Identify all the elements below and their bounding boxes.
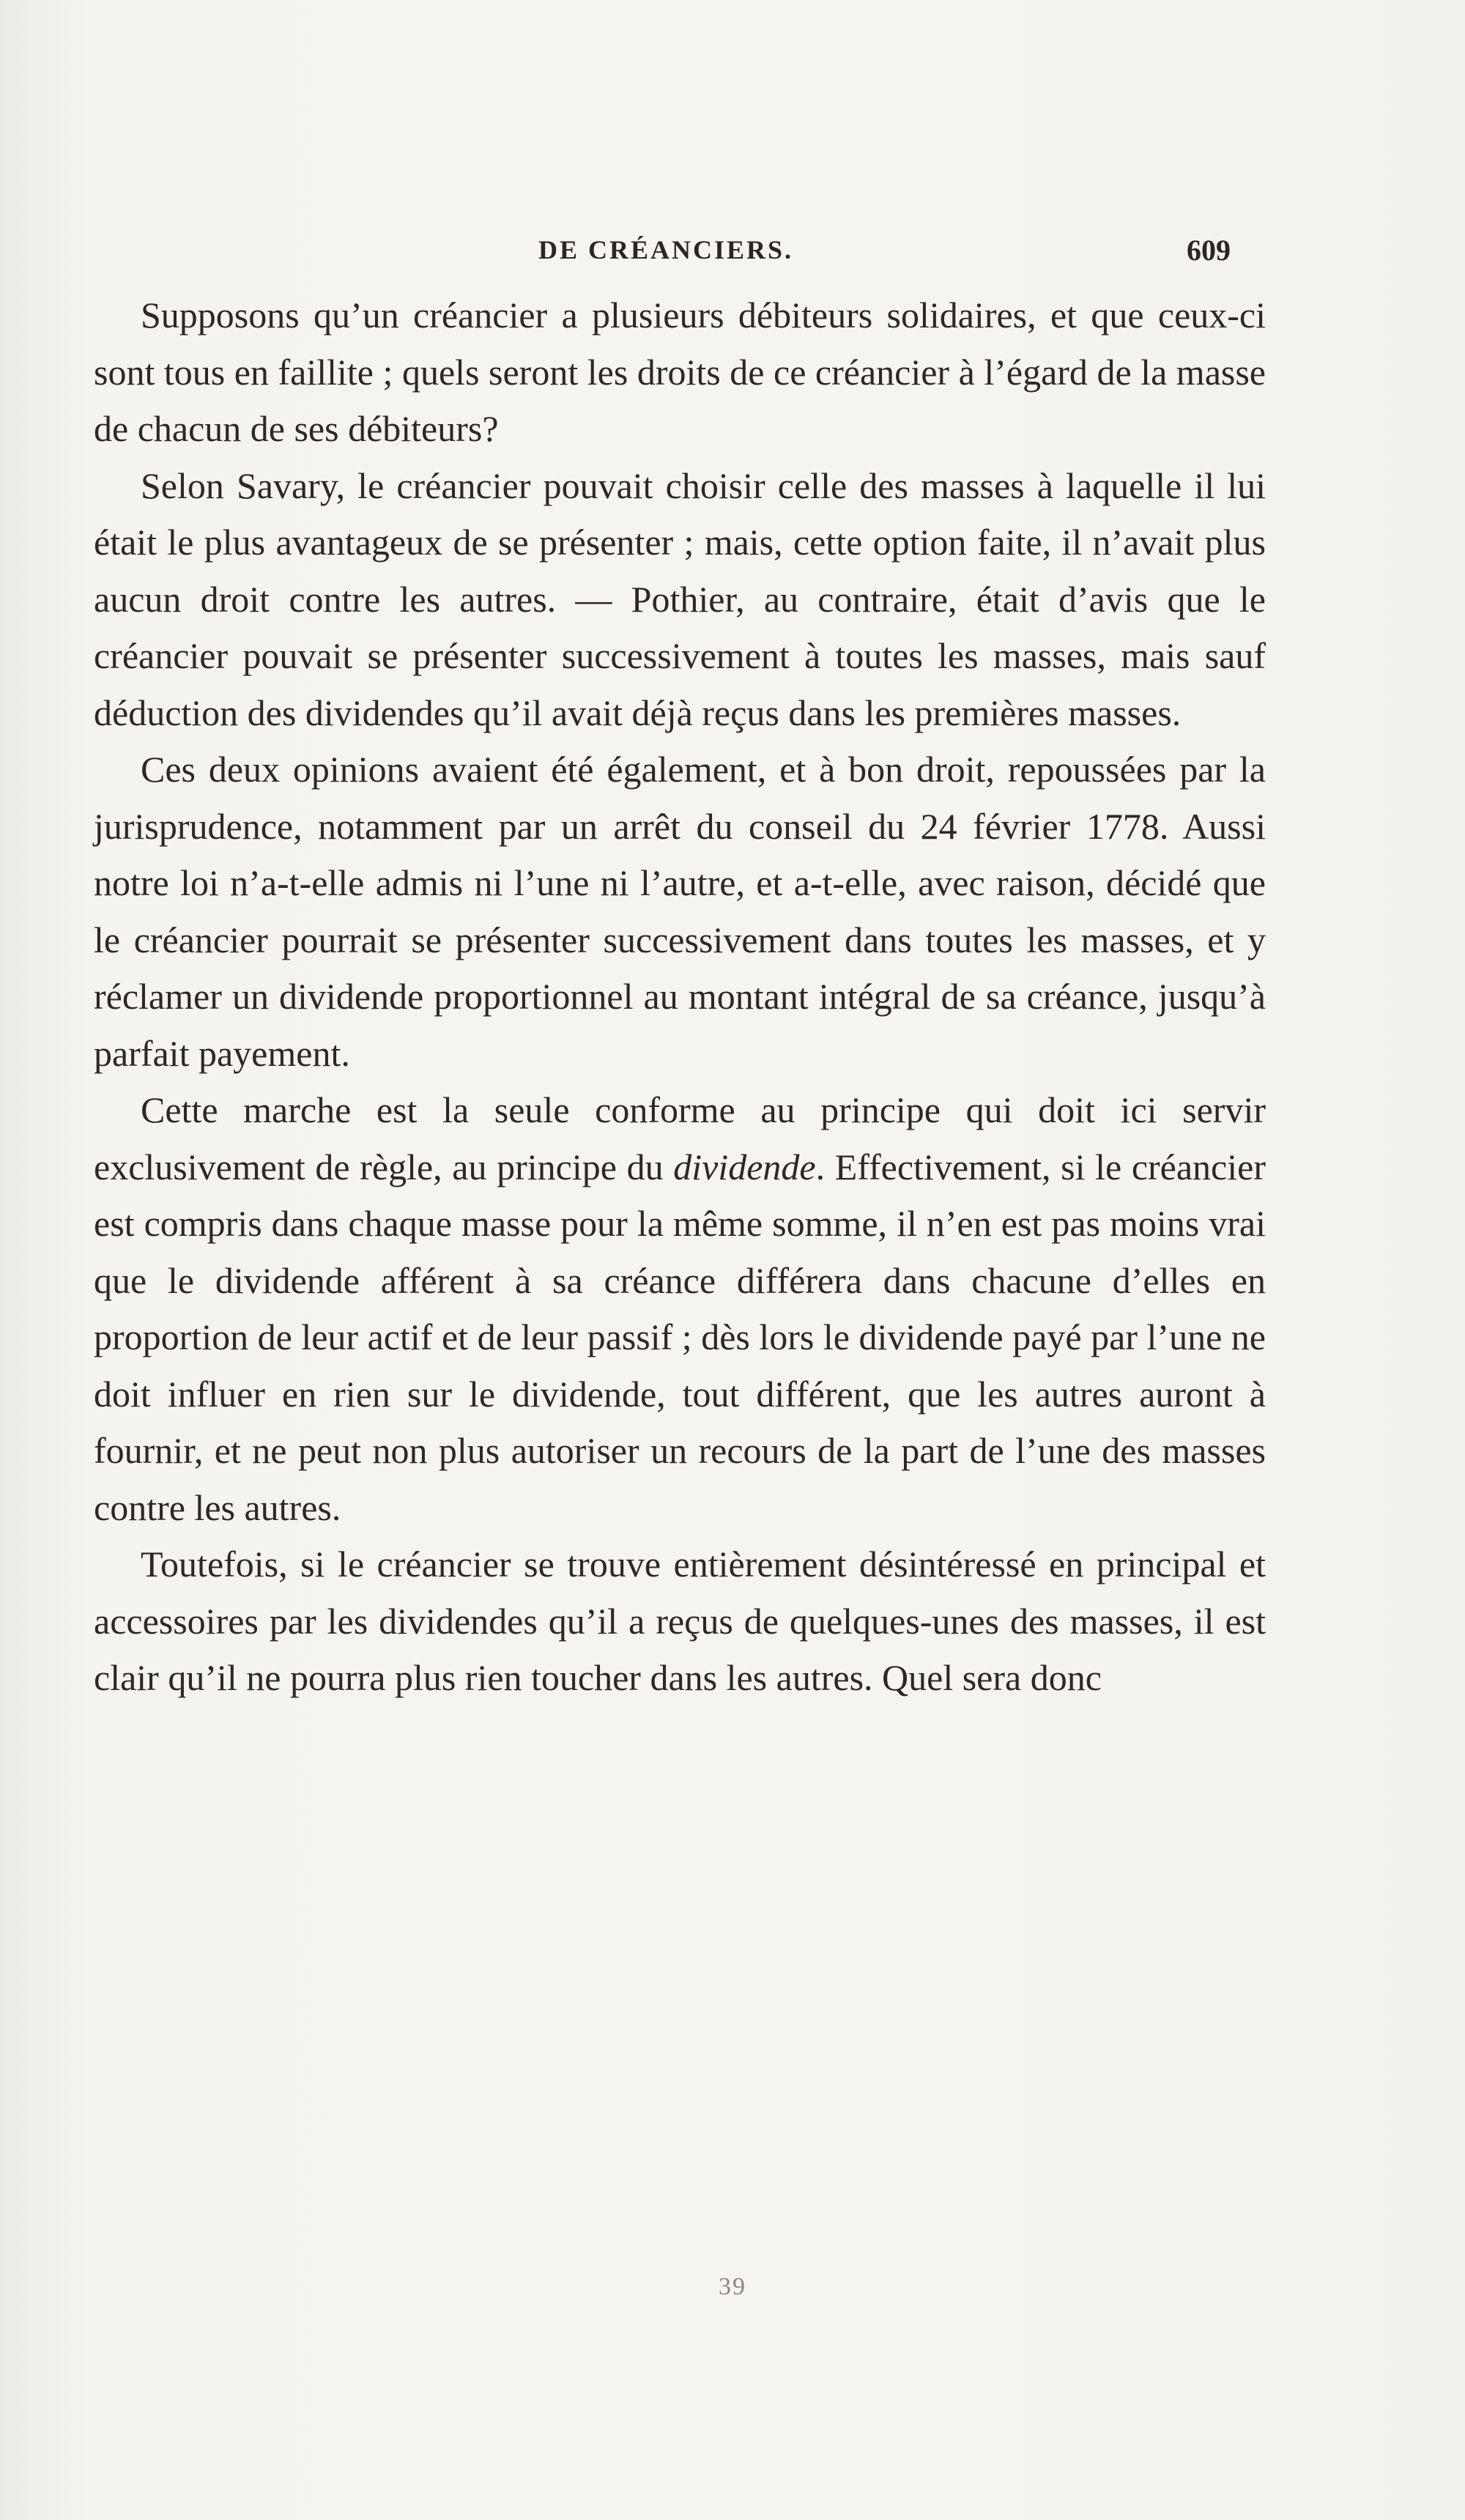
paragraph-2: Selon Savary, le créancier pouvait choisir celle des masses à laquelle il lui était le plus avantageux de se présenter ; mais, cette option faite, il n’avait plus aucun droit contre les autres. — Pothier, au contraire, était d’avis que le créancier pouvait se présenter successivement à toutes les masses, mais sauf déduction des dividendes qu’il avait déjà reçus dans les premières masses. [94,464,1266,733]
emphasis-dividende: dividende [673,1146,816,1187]
paragraph-4 [94,1082,1266,1536]
paragraph-3: Ces deux opinions avaient été également, et à bon droit, repoussées par la jurisprudence, notamment par un arrêt du conseil du 24 février 1778. Aussi notre loi n’a-t-elle admis ni l’une ni l’autre, et a-t-elle, avec raison, décidé que le créancier pourrait se présenter successivement dans toutes les masses, et y réclamer un dividende proportionnel au montant intégral de sa créance, jusqu’à parfait payement. [94,749,1266,1074]
paragraph-5: Toutefois, si le créancier se trouve entièrement désintéressé en principal et accessoires par les dividendes qu’il a reçus de quelques-unes des masses, il est clair qu’il ne pourra plus rien toucher dans les autres. Quel sera donc [94,1544,1266,1698]
paragraph-4-start: Cette marche est la seule conforme au principe qui doit ici servir exclusivement de règle, au principe du [94,1089,1266,1187]
paragraph-1: Supposons qu’un créancier a plusieurs débiteurs solidaires, et que ceux-ci sont tous en faillite ; quels seront les droits de ce créancier à l’égard de la masse de chacun de ses débiteurs? [94,294,1266,449]
paragraph-4-end: . Effectivement, si le créancier est compris dans chaque masse pour la même somme, il n’en est pas moins vrai que le dividende afférent à sa créance différera dans chacune d’elles en proportion de leur actif et de leur passif ; dès lors le dividende payé par l’une ne doit influer en rien sur le dividende, tout différent, que les autres auront à fournir, et ne peut non plus autoriser un recours de la part de l’une des masses contre les autres. [94,1146,1266,1528]
body-text [94,287,1266,1707]
running-head: DE CRÉANCIERS. [538,235,794,264]
page-header [0,234,1465,278]
signature-mark: 39 [719,2273,746,2300]
page-number: 609 [1187,234,1231,267]
